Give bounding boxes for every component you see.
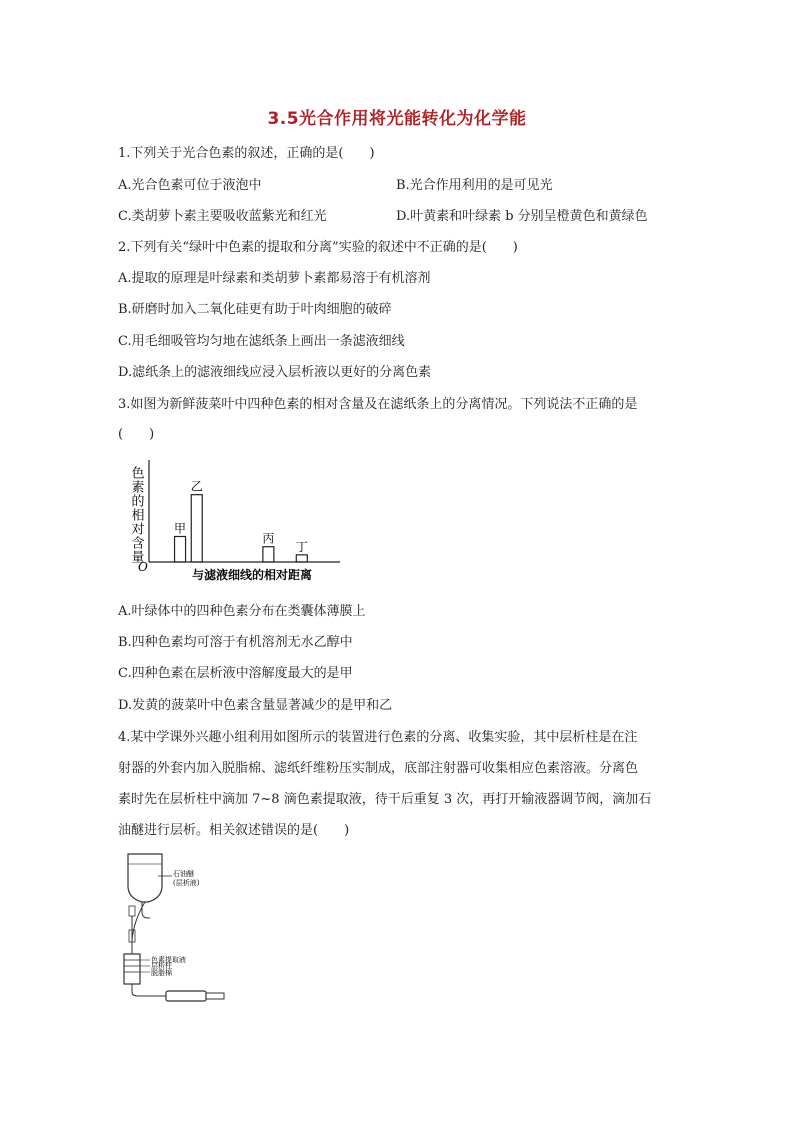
q3-option-d: D.发黄的菠菜叶中色素含量显著减少的是甲和乙 xyxy=(118,698,393,713)
bar-4 xyxy=(296,555,307,562)
q3-option-b: B.四种色素均可溶于有机溶剂无水乙醇中 xyxy=(118,635,353,650)
q3-option-a: A.叶绿体中的四种色素分布在类囊体薄膜上 xyxy=(118,604,366,619)
y-axis-label: 色素的相对含量 xyxy=(128,466,144,564)
q4-line1: 4.某中学课外兴趣小组利用如图所示的装置进行色素的分离、收集实验，其中层析柱是在注 xyxy=(118,730,638,745)
bar-label-1: 甲 xyxy=(174,521,187,536)
label-chromatography-solution: (层析液) xyxy=(173,879,200,887)
label-column: 层析柱 xyxy=(151,962,172,970)
bottom-tube xyxy=(132,984,166,996)
infusion-bag xyxy=(128,854,162,902)
label-petroleum-ether: 石油醚 xyxy=(173,870,194,878)
q1-option-a: A.光合色素可位于液泡中 xyxy=(118,178,262,193)
bar-label-3: 丙 xyxy=(262,531,275,546)
bar-label-4: 丁 xyxy=(295,539,308,554)
label-absorbent-cotton: 脱脂棉 xyxy=(151,969,172,977)
bar-label-2: 乙 xyxy=(190,479,203,494)
q1-option-b: B.光合作用利用的是可见光 xyxy=(396,178,553,193)
q2-option-c: C.用毛细吸管均匀地在滤纸条上画出一条滤液细线 xyxy=(118,334,405,349)
q4-line4: 油醚进行层析。相关叙述错误的是( ) xyxy=(118,823,350,838)
q4-line2: 射器的外套内加入脱脂棉、滤纸纤维粉压实制成，底部注射器可收集相应色素溶液。分离色 xyxy=(118,761,639,776)
label-pigment-extract: 色素提取液 xyxy=(151,956,186,964)
q1-option-d: D.叶黄素和叶绿素 b 分别呈橙黄色和黄绿色 xyxy=(396,209,648,224)
q1-stem: 1.下列关于光合色素的叙述，正确的是( ) xyxy=(118,146,375,161)
chromatography-apparatus xyxy=(118,850,238,1005)
pigment-chart xyxy=(118,452,348,587)
q2-stem: 2.下列有关“绿叶中色素的提取和分离”实验的叙述中不正确的是( ) xyxy=(118,240,518,255)
x-axis-label: 与滤液细线的相对距离 xyxy=(192,568,313,582)
bar-1 xyxy=(175,537,186,563)
q3-stem-line2: ( ) xyxy=(118,427,155,442)
bar-2 xyxy=(191,495,202,562)
q3-stem-line1: 3.如图为新鲜菠菜叶中四种色素的相对含量及在滤纸条上的分离情况。下列说法不正确的是 xyxy=(118,397,638,412)
q2-option-b: B.研磨时加入二氧化硅更有助于叶肉细胞的破碎 xyxy=(118,302,392,317)
q4-line3: 素时先在层析柱中滴加 7~8 滴色素提取液，待干后重复 3 次，再打开输液器调节阀，滴加石 xyxy=(118,792,652,807)
bottom-syringe xyxy=(166,991,206,1001)
q2-option-a: A.提取的原理是叶绿素和类胡萝卜素都易溶于有机溶剂 xyxy=(118,271,431,286)
q1-option-c: C.类胡萝卜素主要吸收蓝紫光和红光 xyxy=(118,209,327,224)
origin-label: O xyxy=(138,560,148,574)
syringe-plunger xyxy=(206,993,224,999)
page-title: 3.5光合作用将光能转化为化学能 xyxy=(267,109,527,129)
bar-3 xyxy=(263,547,274,562)
q2-option-d: D.滤纸条上的滤液细线应浸入层析液以更好的分离色素 xyxy=(118,365,432,380)
drip-chamber xyxy=(129,906,135,916)
q3-option-c: C.四种色素在层析液中溶解度最大的是甲 xyxy=(118,666,353,681)
y-axis-label-group xyxy=(129,466,145,564)
chromatography-column xyxy=(124,954,140,984)
